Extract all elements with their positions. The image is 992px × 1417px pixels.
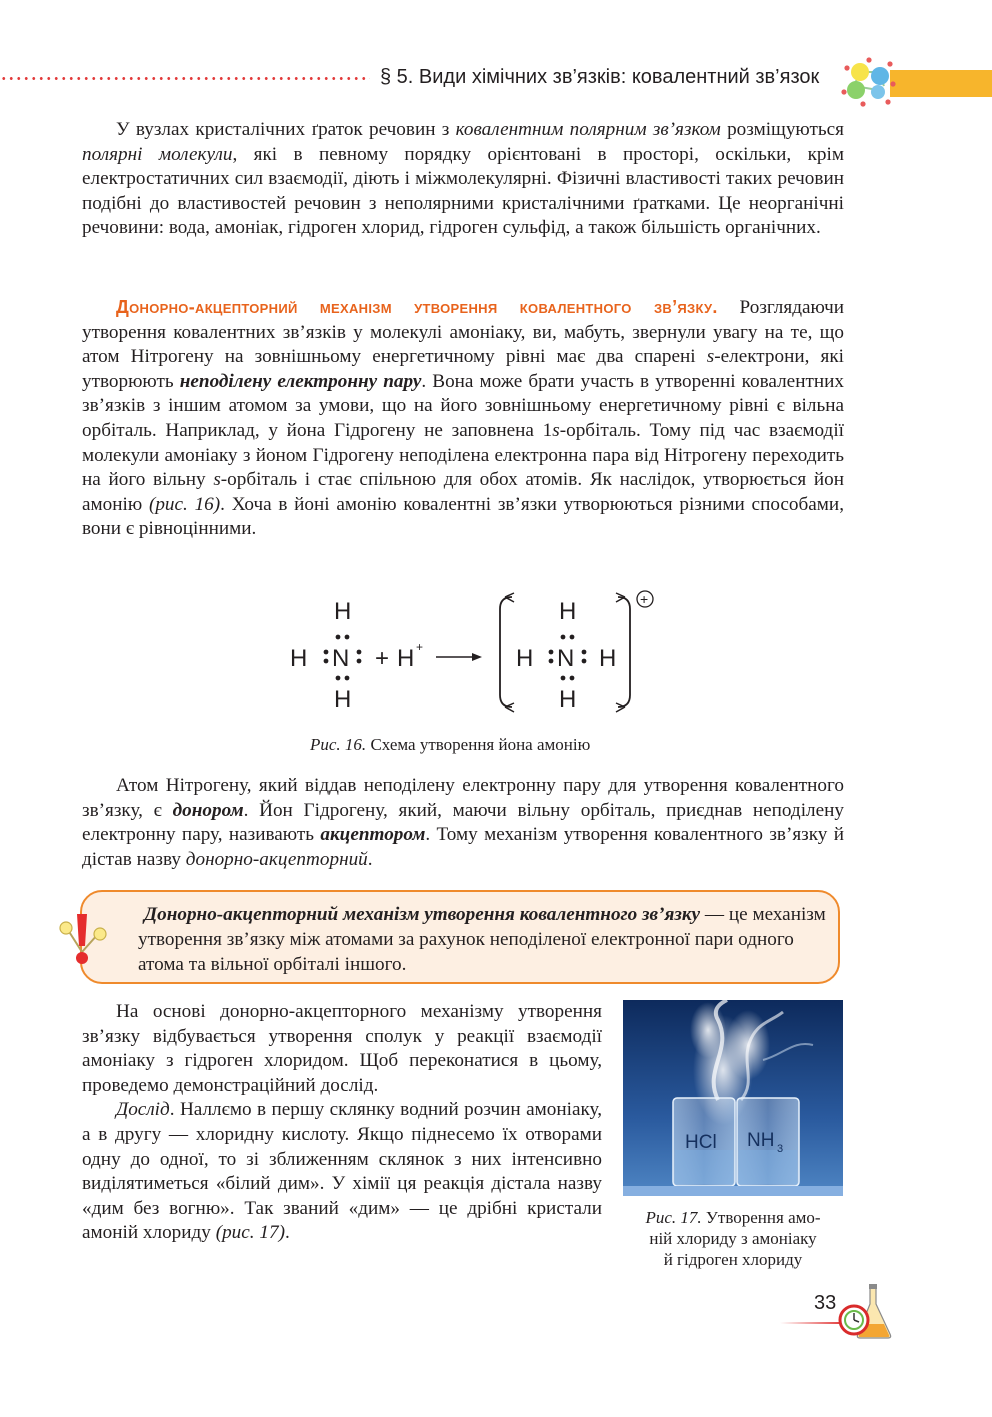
- atom-h: H: [559, 598, 577, 625]
- text-run: Розглядаючи утворення ковалентних зв’язків у молекулі амоніаку, ви, мабуть, звернули увагу на те, що атом Нітрогену на зовнішньому енергетичному рівні має два спарені: [82, 297, 844, 368]
- figure-label: Рис. 17.: [645, 1208, 702, 1227]
- figure-16-caption: [310, 734, 590, 755]
- atom-h: H: [334, 686, 352, 713]
- definition-term: Донорно-акцепторний механізм утворення ковалентного зв’язку: [144, 904, 701, 925]
- text-run: розміщуються: [720, 119, 844, 140]
- text-run: Атом Нітрогену, який віддав неподілену електронну пару для утворення ковалентного зв’язку, є: [82, 775, 844, 821]
- atom-n: N: [557, 645, 575, 672]
- paragraph-experiment-intro: [82, 1000, 602, 1246]
- hcl-label: HCl: [685, 1132, 717, 1153]
- atom-h: H: [599, 645, 617, 672]
- text-run: . Хоча в йоні амонію ковалентні зв’язки утворюються різними способами, вони є рівноцінними.: [82, 493, 844, 540]
- bold-italic-term: неподілену електронну пару: [179, 370, 422, 392]
- footer-rule: [780, 1322, 842, 1324]
- atom-h: H: [559, 686, 577, 713]
- section-heading: Донорно-акцепторний механізм утворення ковалентного зв’язку.: [116, 297, 718, 317]
- figure-label: Рис. 16.: [310, 735, 367, 754]
- plus-superscript: +: [416, 640, 424, 654]
- figure-17-caption: [623, 1207, 843, 1270]
- exclamation-icon: [54, 912, 110, 970]
- header-dotted-rule: [0, 77, 370, 80]
- section-title: § 5. Види хімічних зв’язків: ковалентний зв’язок: [380, 66, 820, 88]
- header-color-bar: [890, 70, 992, 97]
- bold-italic-term: акцептором: [320, 824, 426, 846]
- text-run: . Вона може брати участь в утворенні ковалентних зв’язків з іншим атомом за умови, що на його зовнішньому енергетичному рівні є вільна орбіталь. Наприклад, у йона Гідрогену не заповнена 1: [82, 370, 844, 441]
- text-run: , які в певному порядку орієнтовані в просторі, оскільки, крім електростатичних сил взаємодії, діють і міжмолекулярні. Фізичні властивості таких речовин подібні до властивостей речовин з неполярними кристалічними ґратками. Це неорганічні речовини: вода, амоніак, гідроген хлорид, гідроген сульфід, а також більшість органічних.: [82, 143, 844, 239]
- atom-n: N: [332, 645, 350, 672]
- italic-term: полярні молекули: [82, 143, 233, 165]
- text-run: -електрони, які утворюють: [82, 346, 845, 392]
- text-run: . Тому механізм утворення ковалентного зв’язку й дістав назву: [82, 824, 844, 870]
- page-number: 33: [814, 1292, 837, 1314]
- left-bracket: [500, 597, 512, 707]
- figure-reference: (рис. 16): [148, 493, 221, 515]
- atom-h: H: [290, 645, 308, 672]
- text-run: .: [284, 1222, 290, 1244]
- text-run: -орбіталь і стає спільною для обох атомів. Як наслідок, утворюється йон амонію: [82, 469, 844, 515]
- definition-text: [138, 902, 828, 977]
- definition-body: — це механізм утворення зв’язку між атомами за рахунок неподіленої електронної пари одного атома та вільної орбіталі іншого.: [138, 904, 826, 975]
- italic-term: ковалентним полярним зв’язком: [455, 119, 721, 140]
- italic-symbol: s: [213, 469, 221, 491]
- caption-text: Схема утворення йона амонію: [366, 735, 591, 754]
- text-run: . Йон Гідрогену, який, маючи вільну орбіталь, приєднав неподілену електронну пару, називають: [82, 799, 844, 846]
- italic-symbol: s: [706, 346, 715, 368]
- clock-flask-icon: [836, 1282, 896, 1342]
- experiment-photo: [623, 1000, 843, 1196]
- nh3-subscript: 3: [777, 1143, 784, 1155]
- text-run: На основі донорно-акцепторного механізму утворення зв’язку відбувається утворення сполук у реакції взаємодії амоніаку з гідроген хлоридом. Щоб переконатися в цьому, проведемо демонстраційний дослід.: [82, 1001, 602, 1096]
- caption-line: й гідроген хлориду: [663, 1250, 803, 1269]
- paragraph-donor-definition: [82, 774, 844, 872]
- right-bracket: [618, 597, 630, 707]
- text-run: У вузлах кристалічних ґраток речовин з: [116, 119, 456, 140]
- text-run: .: [367, 848, 373, 870]
- figure-reference: (рис. 17): [215, 1222, 285, 1244]
- bold-italic-term: донором: [172, 799, 244, 821]
- charge-sign: +: [640, 591, 649, 607]
- caption-line: ній хлориду з амоніаку: [649, 1229, 817, 1248]
- italic-term: Дослід: [116, 1099, 170, 1121]
- nh3-label: NH: [747, 1130, 775, 1151]
- atom-h: H: [334, 598, 352, 625]
- paragraph-crystal-lattice: [82, 118, 844, 241]
- text-run: -орбіталь. Тому під час взаємодії молекули амоніаку з йоном Гідрогену неподілена електронна пара від Нітрогену переходить на його вільну: [82, 419, 844, 491]
- atom-h: H: [397, 645, 415, 672]
- caption-line: Утворення амо-: [701, 1208, 821, 1227]
- italic-term: донорно-акцепторний: [185, 848, 368, 870]
- ammonium-formation-scheme: [280, 585, 660, 720]
- molecule-logo-icon: [838, 54, 898, 110]
- text-run: . Наллємо в першу склянку водний розчин амоніаку, а в другу — хлоридну кислоту. Якщо піднесемо їх отворами одну до одної, то зі зближенням склянок з них інтенсивно виділятиметься «білий дим». У хімії ця реакція дістала назву «дим без вогню». Так званий «дим» — це дрібні кристали амоній хлориду: [82, 1099, 602, 1244]
- italic-symbol: s: [552, 419, 560, 441]
- atom-h: H: [516, 645, 534, 672]
- plus-sign: +: [375, 645, 390, 672]
- paragraph-donor-acceptor: [82, 295, 844, 542]
